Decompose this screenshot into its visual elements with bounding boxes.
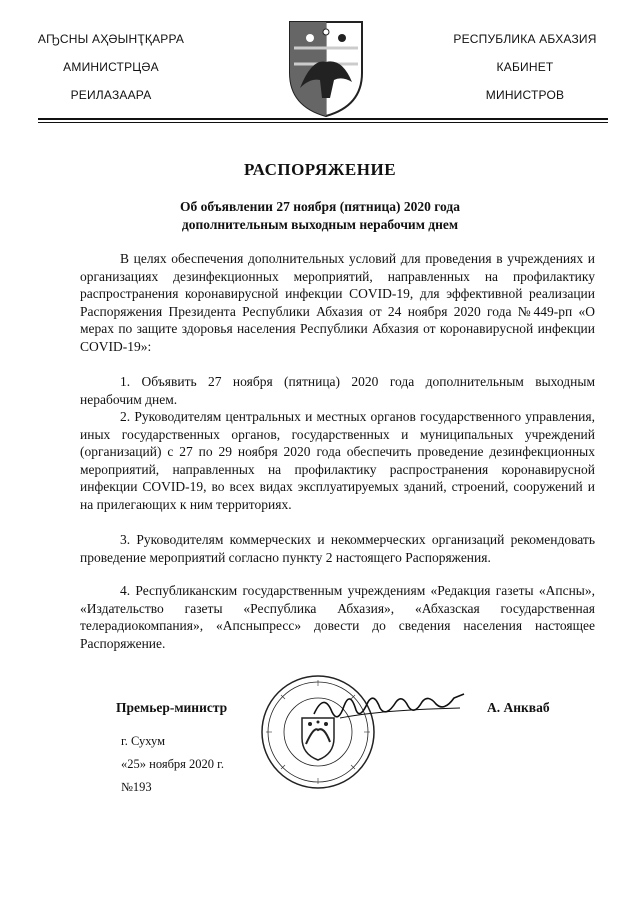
- handwritten-signature-icon: [310, 688, 470, 728]
- header-right-line-2: КАБИНЕТ: [496, 60, 554, 74]
- footer-date: «25» ноября 2020 г.: [121, 757, 225, 771]
- header-rule-thick: [38, 118, 608, 120]
- document-subtitle: [80, 198, 560, 234]
- header-left-line-3: РЕИЛАЗААРА: [70, 88, 152, 102]
- abkhazia-coat-of-arms-icon: [286, 18, 366, 118]
- subtitle-line-1: Об объявлении 27 ноября (пятница) 2020 года: [179, 199, 460, 214]
- subtitle-line-2: дополнительным выходным нерабочим днем: [181, 217, 459, 232]
- signatory-name: А. Анкваб: [487, 700, 550, 715]
- header-right-line-1: РЕСПУБЛИКА АБХАЗИЯ: [453, 32, 597, 46]
- item-1: 1. Объявить 27 ноября (пятница) 2020 года дополнительным выходным нерабочим днем.: [80, 374, 595, 407]
- item-3: 3. Руководителям коммерческих и некоммерческих организаций рекомендовать проведение мероприятий согласно пункту 2 настоящего Распоряжения.: [80, 532, 595, 565]
- item-2: 2. Руководителям центральных и местных органов государственного управления, иных государственных органов, государственных и муниципальных учреждений (организаций) с 27 по 29 ноября 2020 года обеспечить проведение дезинфекционных мероприятий, направленных на профилактику распространения коронавирусной инфекции COVID-19, во всех видах эксплуатируемых зданий, строений, сооружений и на прилегающих к ним территориях.: [80, 409, 595, 512]
- item-4: 4. Республиканским государственным учреждениям «Редакция газеты «Апсны», «Издательство газеты «Республика Абхазия», «Абхазская государственная телерадиокомпания», «Апсныпресс» довести до сведения населения настоящее Распоряжение.: [80, 583, 595, 651]
- footer-number: №193: [121, 780, 152, 794]
- header-left-line-1: АҦСНЫ АҲӘЫНҬҚАРРА: [37, 32, 185, 46]
- header-left-line-2: АМИНИСТРЦӘА: [63, 60, 159, 74]
- document-title: РАСПОРЯЖЕНИЕ: [243, 160, 397, 179]
- header-right-line-3: МИНИСТРОВ: [485, 88, 565, 102]
- signatory-position: Премьер-министр: [116, 700, 228, 715]
- header-rule-thin: [38, 122, 608, 123]
- footer-city: г. Сухум: [121, 734, 166, 748]
- preamble-paragraph: В целях обеспечения дополнительных условий для проведения в учреждениях и организациях дезинфекционных мероприятий, направленных на профилактику распространения коронавирусной инфекции COVID-19, для эффективной реализации Распоряжения Президента Республики Абхазия от 24 ноября 2020 года №449-рп «О мерах по защите здоровья населения Республики Абхазия от коронавирусной инфекции COVID-19»:: [80, 251, 595, 354]
